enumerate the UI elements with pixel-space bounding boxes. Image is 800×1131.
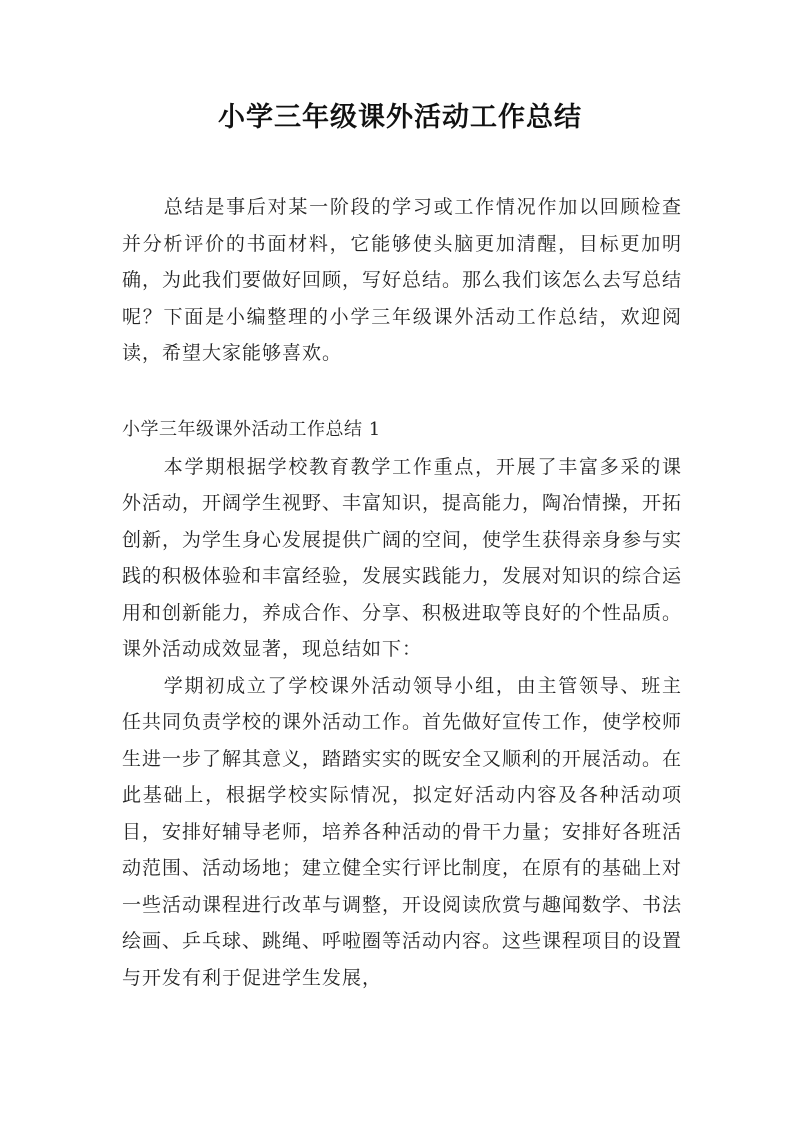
intro-block [122, 189, 682, 372]
section-heading: 小学三年级课外活动工作总结 1 [122, 419, 381, 440]
document-title: 小学三年级课外活动工作总结 [218, 102, 582, 133]
intro-paragraph: 总结是事后对某一阶段的学习或工作情况作加以回顾检查并分析评价的书面材料，它能够使头脑更加清醒，目标更加明确，为此我们要做好回顾，写好总结。那么我们该怎么去写总结呢？下面是小编整理的小学三年级课外活动工作总结，欢迎阅读，希望大家能够喜欢。 [122, 196, 683, 364]
section-1 [122, 412, 682, 996]
body-paragraph: 本学期根据学校教育教学工作重点，开展了丰富多采的课外活动，开阔学生视野、丰富知识，提高能力，陶冶情操，开拓创新，为学生身心发展提供广阔的空间，使学生获得亲身参与实践的积极体验和丰富经验，发展实践能力，发展对知识的综合运用和创新能力，养成合作、分享、积极进取等良好的个性品质。课外活动成效显著，现总结如下： [122, 455, 683, 660]
body-paragraph: 学期初成立了学校课外活动领导小组，由主管领导、班主任共同负责学校的课外活动工作。首先做好宣传工作，使学校师生进一步了解其意义，踏踏实实的既安全又顺利的开展活动。在此基础上，根据学校实际情况，拟定好活动内容及各种活动项目，安排好辅导老师，培养各种活动的骨干力量；安排好各班活动范围、活动场地；建立健全实行评比制度，在原有的基础上对一些活动课程进行改革与调整，开设阅读欣赏与趣闻数学、书法绘画、乒乓球、跳绳、呼啦圈等活动内容。这些课程项目的设置与开发有利于促进学生发展， [122, 674, 683, 989]
